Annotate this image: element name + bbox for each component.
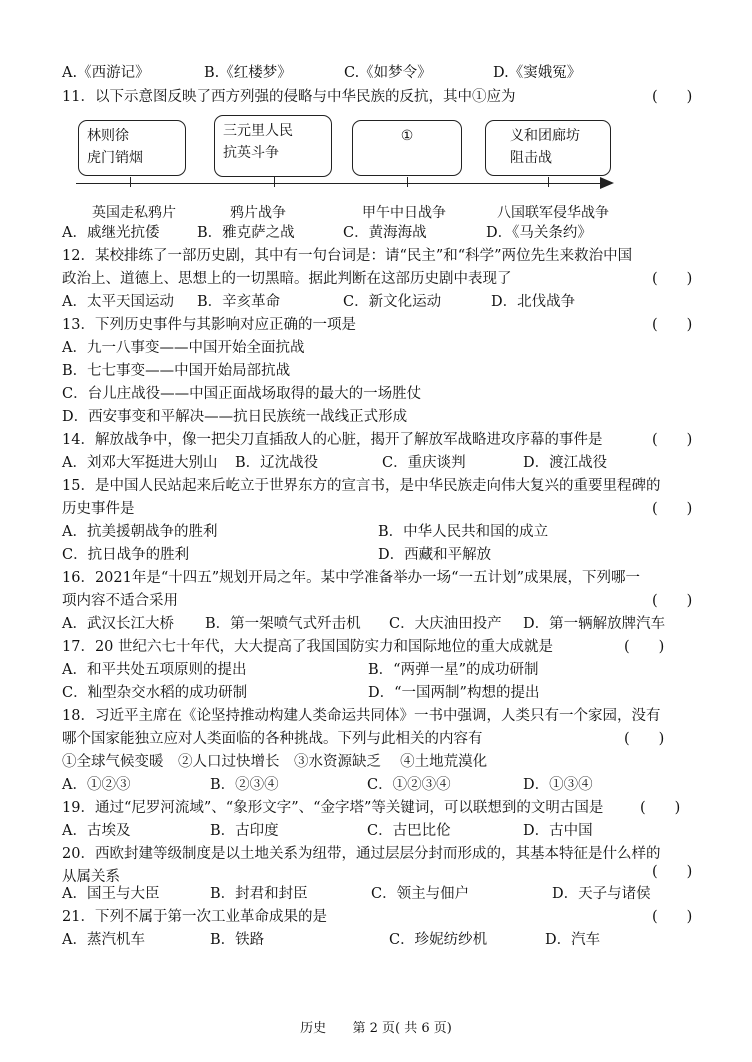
- q10-option-c: C.《如梦令》: [344, 65, 432, 81]
- q11-timeline-tick: [274, 177, 275, 187]
- q15-stem-line2: 历史事件是: [62, 501, 135, 517]
- q21-option-b: B．铁路: [210, 932, 265, 948]
- q11-event-4: 八国联军侵华战争: [497, 205, 609, 221]
- q17-option-d: D．“一国两制”构想的提出: [368, 685, 540, 701]
- q11-box-3: [352, 120, 462, 176]
- q11-timeline-axis: [76, 183, 606, 184]
- q17-stem: 17．20 世纪六七十年代，大大提高了我国国防实力和国际地位的重大成就是: [62, 639, 554, 655]
- q21-option-a: A．蒸汽机车: [62, 932, 145, 948]
- q21-answer-paren: ( ): [652, 909, 693, 925]
- q20-answer-paren: ( ): [652, 864, 693, 880]
- q10-option-b: B.《红楼梦》: [204, 65, 292, 81]
- q12-answer-paren: ( ): [652, 271, 693, 287]
- q11-box-3-line1: ①: [400, 128, 414, 144]
- q11-timeline-tick: [407, 177, 408, 187]
- q14-option-a: A．刘邓大军挺进大别山: [62, 455, 218, 471]
- q11-box-1-line2: 虎门销烟: [87, 150, 143, 166]
- q11-option-a: A．戚继光抗倭: [62, 225, 160, 241]
- q19-answer-paren: ( ): [640, 800, 681, 816]
- q11-stem: 11．以下示意图反映了西方列强的侵略与中华民族的反抗，其中①应为: [62, 89, 516, 105]
- q19-stem: 19．通过“尼罗河流域”、“象形文字”、“金字塔”等关键词，可以联想到的文明古国是: [62, 800, 604, 816]
- q13-option-d: D．西安事变和平解决——抗日民族统一战线正式形成: [62, 409, 408, 425]
- q11-box-2-line2: 抗英斗争: [223, 145, 279, 161]
- q18-stem-line2: 哪个国家能独立应对人类面临的各种挑战。下列与此相关的内容有: [62, 731, 483, 747]
- q14-option-b: B．辽沈战役: [235, 455, 319, 471]
- q12-option-b: B．辛亥革命: [197, 294, 281, 310]
- q21-option-d: D．汽车: [545, 932, 601, 948]
- q11-timeline-arrow-icon: [600, 177, 614, 189]
- q17-option-c: C．籼型杂交水稻的成功研制: [62, 685, 248, 701]
- q16-option-a: A．武汉长江大桥: [62, 616, 174, 632]
- q16-stem-line1: 16．2021年是“十四五”规划开局之年。某中学准备举办一场“一五计划”成果展，下列哪一: [62, 570, 641, 586]
- q11-box-1: [78, 120, 186, 176]
- q10-option-d: D.《窦娥冤》: [493, 65, 582, 81]
- page-footer: [0, 1017, 752, 1036]
- q11-event-1: 英国走私鸦片: [92, 205, 176, 221]
- q11-box-2-line1: 三元里人民: [223, 123, 293, 139]
- q11-option-d: D．《马关条约》: [486, 225, 592, 241]
- q20-option-c: C．领主与佃户: [371, 886, 470, 902]
- q19-option-b: B．古印度: [210, 823, 279, 839]
- q12-stem-line2: 政治上、道德上、思想上的一切黑暗。据此判断在这部历史剧中表现了: [62, 271, 512, 287]
- q16-stem-line2: 项内容不适合采用: [62, 593, 178, 609]
- q18-option-c: C．①②③④: [367, 777, 451, 793]
- q11-option-c: C．黄海海战: [343, 225, 427, 241]
- q20-option-b: B．封君和封臣: [210, 886, 308, 902]
- q15-option-a: A．抗美援朝战争的胜利: [62, 524, 218, 540]
- q12-option-d: D．北伐战争: [491, 294, 576, 310]
- q11-box-4-line1: 义和团廊坊: [510, 128, 580, 144]
- q19-option-a: A．古埃及: [62, 823, 131, 839]
- footer-page-number: 第 2 页( 共 6 页): [352, 1021, 452, 1036]
- q11-box-2: [214, 115, 332, 177]
- q21-stem: 21．下列不属于第一次工业革命成果的是: [62, 909, 327, 925]
- q11-box-4-line2: 阻击战: [510, 150, 552, 166]
- q20-option-d: D．天子与诸侯: [552, 886, 651, 902]
- q11-timeline-tick: [130, 177, 131, 187]
- q14-stem: 14．解放战争中，像一把尖刀直插敌人的心脏，揭开了解放军战略进攻序幕的事件是: [62, 432, 603, 448]
- q13-option-b: B．七七事变——中国开始局部抗战: [62, 363, 291, 379]
- q13-option-c: C．台儿庄战役——中国正面战场取得的最大的一场胜仗: [62, 386, 422, 402]
- q16-option-b: B．第一架喷气式歼击机: [205, 616, 361, 632]
- q17-option-a: A．和平共处五项原则的提出: [62, 662, 247, 678]
- q13-option-a: A．九一八事变——中国开始全面抗战: [62, 340, 305, 356]
- q12-option-a: A．太平天国运动: [62, 294, 174, 310]
- q21-option-c: C．珍妮纺纱机: [389, 932, 488, 948]
- q17-answer-paren: ( ): [624, 639, 665, 655]
- q13-stem: 13．下列历史事件与其影响对应正确的一项是: [62, 317, 356, 333]
- q18-stem-line1: 18．习近平主席在《论坚持推动构建人类命运共同体》一书中强调，人类只有一个家园，没有: [62, 708, 661, 724]
- q17-option-b: B．“两弹一星”的成功研制: [368, 662, 539, 678]
- q11-event-3: 甲午中日战争: [362, 205, 446, 221]
- q20-stem-line1: 20．西欧封建等级制度是以土地关系为纽带，通过层层分封而形成的，其基本特征是什么样的: [62, 846, 661, 862]
- q15-option-b: B．中华人民共和国的成立: [378, 524, 549, 540]
- q18-option-a: A．①②③: [62, 777, 131, 793]
- q14-answer-paren: ( ): [652, 432, 693, 448]
- q16-option-d: D．第一辆解放牌汽车: [523, 616, 666, 632]
- q20-option-a: A．国王与大臣: [62, 886, 160, 902]
- q16-answer-paren: ( ): [652, 593, 693, 609]
- q15-option-c: C．抗日战争的胜利: [62, 547, 190, 563]
- q12-stem-line1: 12．某校排练了一部历史剧，其中有一句台词是：请“民主”和“科学”两位先生来救治中国: [62, 248, 633, 264]
- q18-option-d: D．①③④: [523, 777, 593, 793]
- q15-option-d: D．西藏和平解放: [378, 547, 492, 563]
- q12-option-c: C．新文化运动: [343, 294, 442, 310]
- q11-box-1-line1: 林则徐: [87, 128, 129, 144]
- footer-subject: 历史: [300, 1021, 327, 1036]
- q11-timeline-tick: [548, 177, 549, 187]
- q11-event-2: 鸦片战争: [230, 205, 286, 221]
- q14-option-d: D．渡江战役: [523, 455, 608, 471]
- q15-answer-paren: ( ): [652, 501, 693, 517]
- q11-box-4: [485, 120, 611, 176]
- q16-option-c: C．大庆油田投产: [389, 616, 502, 632]
- q18-option-b: B．②③④: [210, 777, 279, 793]
- q11-option-b: B．雅克萨之战: [197, 225, 295, 241]
- q18-items: ①全球气候变暖 ②人口过快增长 ③水资源缺乏 ④土地荒漠化: [62, 754, 488, 770]
- q20-stem-line2: 从属关系: [62, 869, 120, 885]
- q14-option-c: C．重庆谈判: [382, 455, 466, 471]
- q15-stem-line1: 15．是中国人民站起来后屹立于世界东方的宣言书，是中华民族走向伟大复兴的重要里程碑的: [62, 478, 661, 494]
- q11-answer-paren: ( ): [652, 89, 693, 105]
- q18-answer-paren: ( ): [624, 731, 665, 747]
- q19-option-c: C．古巴比伦: [367, 823, 451, 839]
- q19-option-d: D．古中国: [523, 823, 593, 839]
- q13-answer-paren: ( ): [652, 317, 693, 333]
- q10-option-a: A.《西游记》: [62, 65, 150, 81]
